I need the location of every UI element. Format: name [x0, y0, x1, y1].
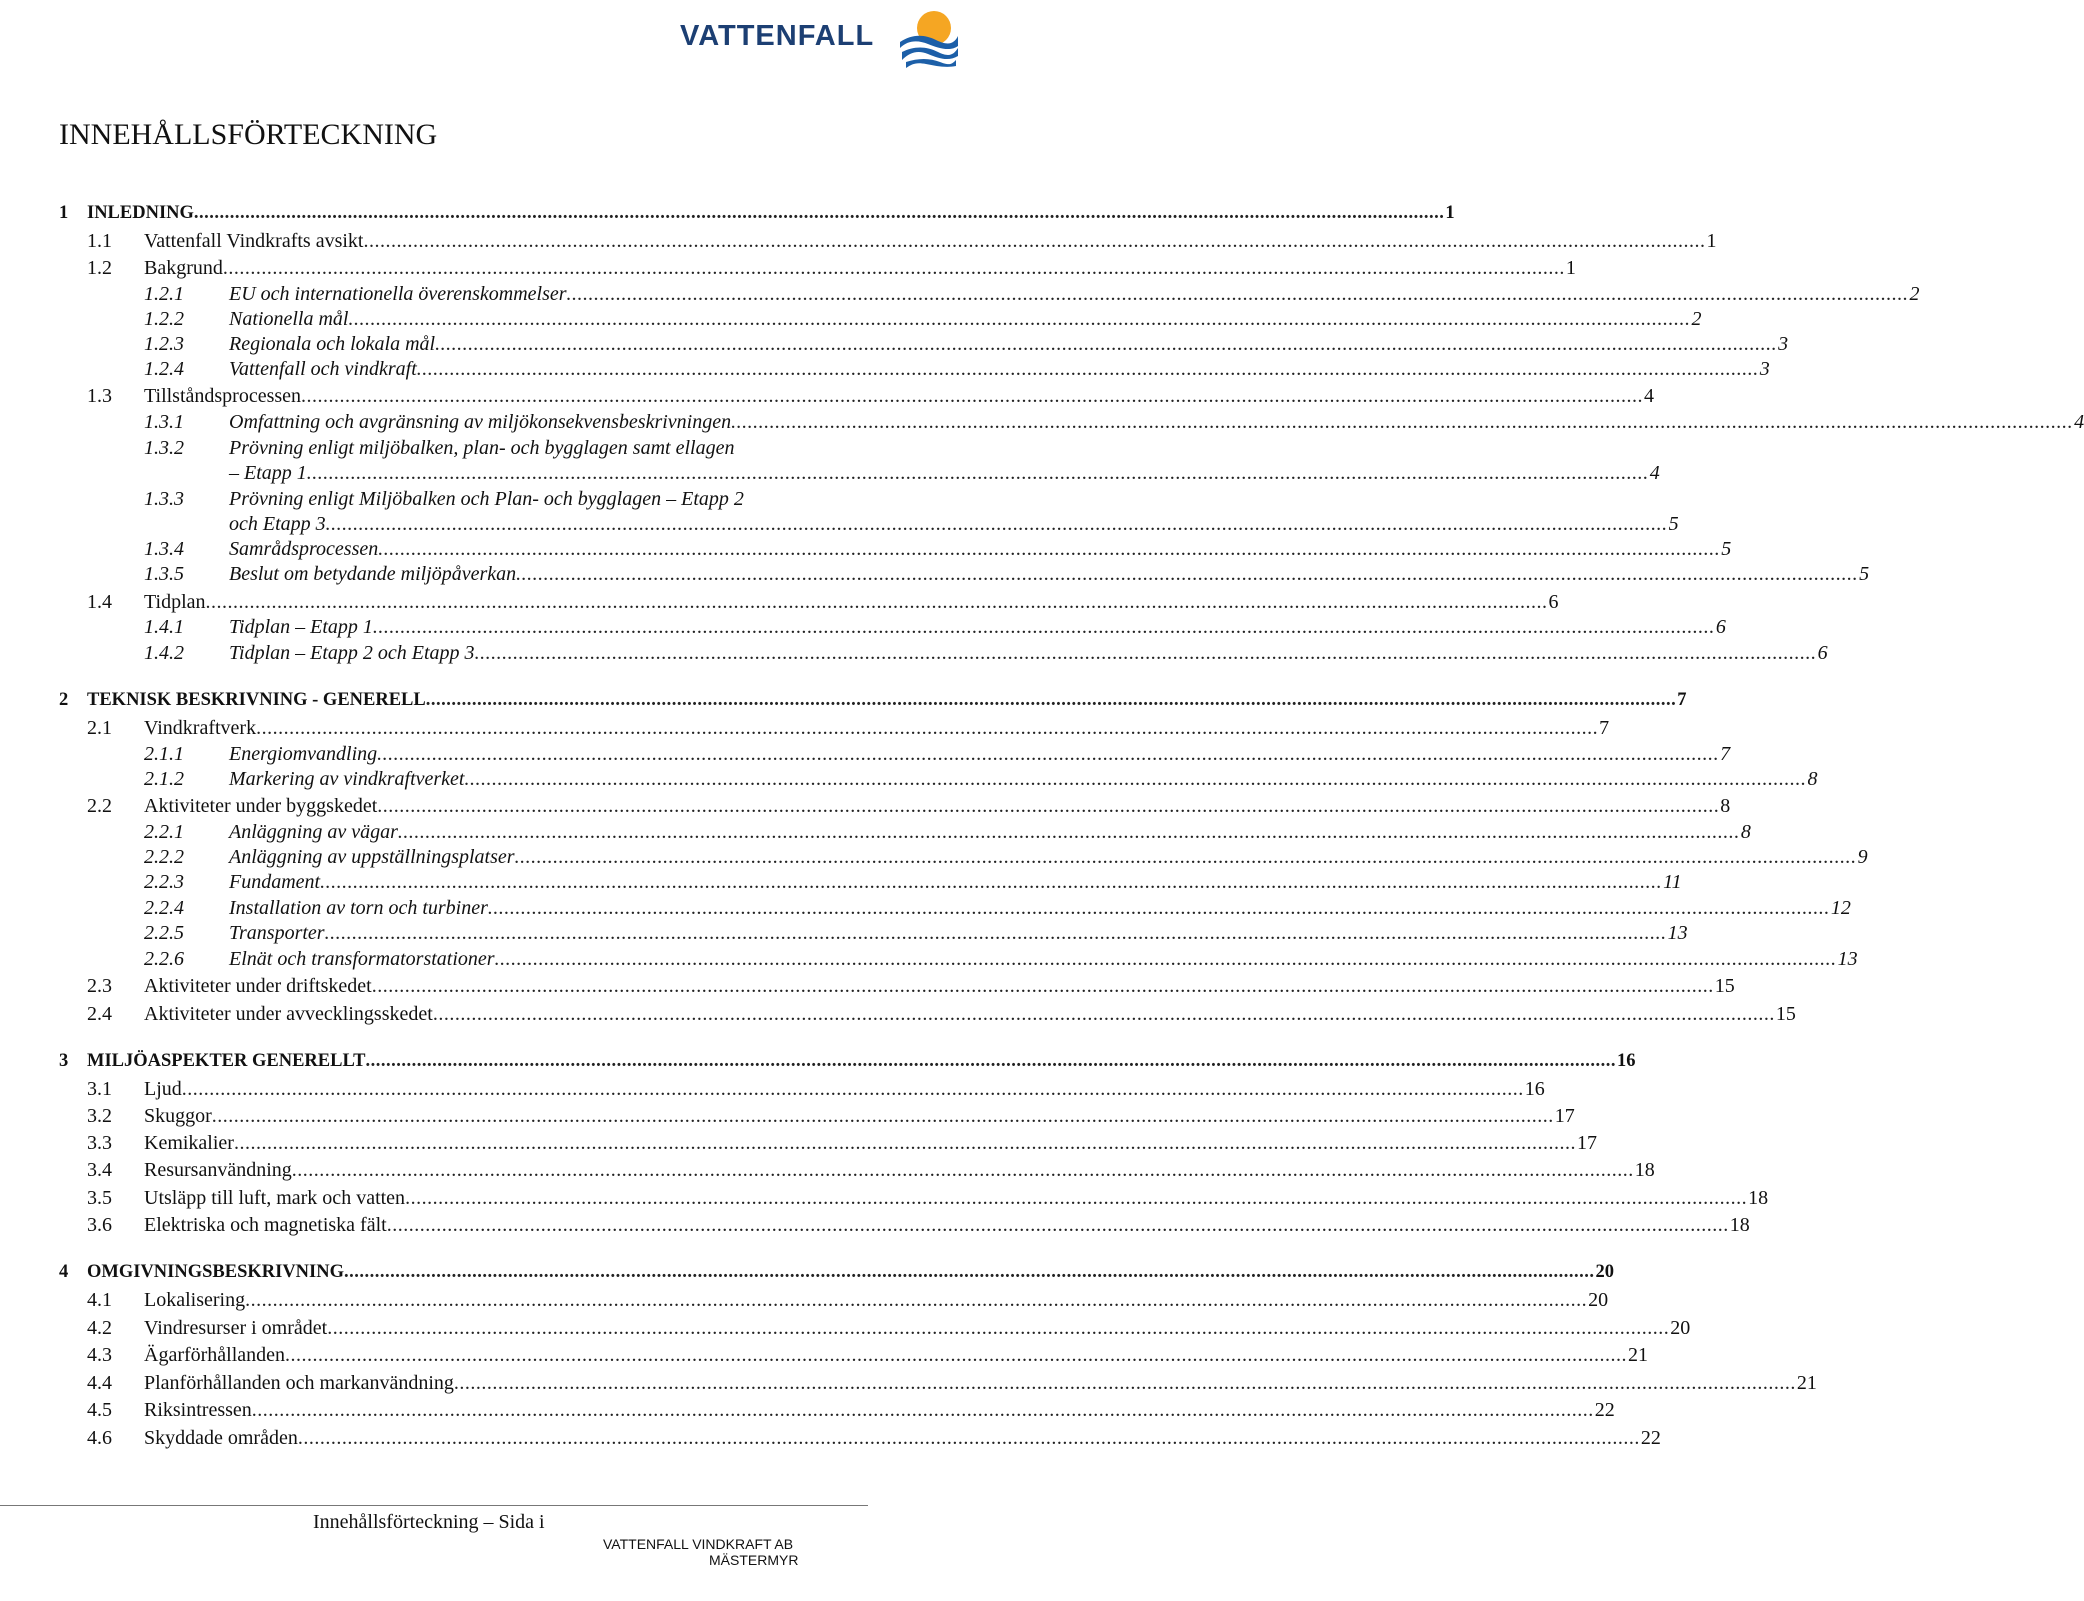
toc-entry-title: INLEDNING	[87, 203, 194, 223]
toc-entry-number: 2.1.1	[144, 743, 184, 765]
toc-entry[interactable]	[87, 1159, 1655, 1182]
toc-leader-dots	[256, 717, 1598, 739]
toc-entry-page: 8	[1720, 795, 1731, 817]
toc-entry-page: 7	[1599, 717, 1610, 739]
toc-entry-page: 6	[1548, 591, 1559, 613]
toc-entry-page: 4	[1649, 462, 1660, 484]
toc-entry-title: Resursanvändning	[144, 1159, 292, 1181]
toc-leader-dots	[398, 821, 1740, 843]
toc-entry-number: 1.2.4	[144, 358, 184, 380]
toc-entry-number: 3.4	[87, 1159, 112, 1181]
toc-entry[interactable]	[144, 768, 1818, 791]
toc-entry[interactable]	[144, 616, 1726, 639]
toc-entry-title: OMGIVNINGSBESKRIVNING	[87, 1262, 344, 1282]
toc-entry[interactable]	[144, 821, 1751, 844]
toc-entry-page: 15	[1714, 975, 1735, 997]
toc-entry[interactable]	[87, 1289, 1609, 1312]
footer-company-location: MÄSTERMYR	[709, 1552, 799, 1568]
toc-leader-dots	[348, 308, 1690, 330]
toc-entry[interactable]	[59, 203, 1455, 224]
toc-entry-number: 1	[59, 203, 69, 223]
toc-leader-dots	[495, 948, 1837, 970]
toc-leader-dots	[405, 1187, 1747, 1209]
toc-entry-number: 2.1.2	[144, 768, 184, 790]
toc-entry[interactable]	[87, 385, 1655, 408]
toc-leader-dots	[301, 385, 1643, 407]
toc-entry-number: 4	[59, 1262, 69, 1282]
toc-entry-number: 4.3	[87, 1344, 112, 1366]
toc-entry[interactable]	[144, 897, 1851, 920]
toc-leader-dots	[252, 1399, 1594, 1421]
toc-entry-continuation[interactable]	[229, 462, 1660, 485]
toc-entry-page: 15	[1775, 1003, 1796, 1025]
toc-leader-dots	[194, 203, 1445, 223]
toc-entry-page: 22	[1594, 1399, 1615, 1421]
toc-entry-page: 6	[1817, 642, 1828, 664]
toc-entry[interactable]	[87, 717, 1610, 740]
toc-leader-dots	[365, 1051, 1616, 1071]
toc-entry-page: 1	[1706, 230, 1717, 252]
toc-entry-title: Skuggor	[144, 1105, 212, 1127]
toc-leader-dots	[378, 538, 1720, 560]
toc-entry[interactable]	[144, 358, 1770, 381]
toc-leader-dots	[516, 563, 1858, 585]
toc-entry-number: 1.2.1	[144, 283, 184, 305]
toc-leader-dots	[454, 1372, 1796, 1394]
toc-entry-number: 1.2	[87, 257, 112, 279]
toc-entry-page: 20	[1588, 1289, 1609, 1311]
toc-entry-number: 1.4	[87, 591, 112, 613]
toc-entry[interactable]	[87, 591, 1559, 614]
toc-entry[interactable]	[87, 257, 1576, 280]
toc-entry-title: Vindkraftverk	[144, 717, 257, 739]
toc-entry-page: 3	[1778, 333, 1789, 355]
toc-entry-page: 13	[1837, 948, 1858, 970]
toc-entry-title: Bakgrund	[144, 257, 223, 279]
toc-entry-number: 3.2	[87, 1105, 112, 1127]
toc-entry-number: 2.1	[87, 717, 112, 739]
toc-leader-dots	[435, 333, 1777, 355]
toc-entry-number: 3.3	[87, 1132, 112, 1154]
toc-entry-page: 20	[1595, 1262, 1614, 1282]
toc-entry[interactable]	[87, 1132, 1597, 1155]
toc-entry-page: 21	[1796, 1372, 1817, 1394]
toc-entry-title: Omfattning och avgränsning av miljökonsekvensbeskrivningen	[229, 411, 732, 433]
footer-company	[603, 1536, 798, 1568]
toc-entry-page: 12	[1830, 897, 1851, 919]
toc-entry[interactable]	[144, 411, 2084, 434]
toc-entry-page: 20	[1670, 1317, 1691, 1339]
toc-entry-page: 8	[1740, 821, 1751, 843]
toc-entry-number: 2.2.1	[144, 821, 184, 843]
toc-entry-page: 17	[1576, 1132, 1597, 1154]
toc-entry-title: Utsläpp till luft, mark och vatten	[144, 1187, 406, 1209]
toc-entry-page: 4	[1644, 385, 1655, 407]
toc-leader-dots	[206, 591, 1548, 613]
toc-entry-title: Energiomvandling	[229, 743, 378, 765]
toc-entry-title-continued: – Etapp 1	[229, 462, 307, 484]
toc-entry[interactable]	[87, 1003, 1796, 1026]
toc-entry-title: Tidplan – Etapp 2 och Etapp 3	[229, 642, 475, 664]
toc-entry-title: Kemikalier	[144, 1132, 234, 1154]
toc-entry[interactable]	[87, 1078, 1545, 1101]
toc-entry-title: Regionala och lokala mål	[229, 333, 436, 355]
toc-entry-number: 2.4	[87, 1003, 112, 1025]
toc-entry-title: Skyddade områden	[144, 1427, 298, 1449]
toc-entry-title: Aktiviteter under avvecklingsskedet	[144, 1003, 433, 1025]
toc-entry-continuation[interactable]	[229, 513, 1679, 536]
toc-entry-title: Prövning enligt miljöbalken, plan- och bygglagen samt ellagen	[229, 437, 735, 459]
toc-entry[interactable]	[87, 1105, 1575, 1128]
toc-leader-dots	[567, 283, 1909, 305]
toc-entry-title: Ägarförhållanden	[144, 1344, 286, 1366]
toc-leader-dots	[234, 1132, 1576, 1154]
toc-entry-number: 3.1	[87, 1078, 112, 1100]
toc-leader-dots	[426, 690, 1677, 710]
toc-entry-title: MILJÖASPEKTER GENERELLT	[87, 1051, 366, 1071]
toc-entry[interactable]	[87, 1427, 1661, 1450]
toc-entry-page: 6	[1715, 616, 1726, 638]
toc-leader-dots	[377, 795, 1719, 817]
toc-leader-dots	[344, 1262, 1595, 1282]
toc-entry-title: Elektriska och magnetiska fält	[144, 1214, 387, 1236]
toc-entry-page: 5	[1668, 513, 1679, 535]
toc-entry[interactable]	[144, 563, 1870, 586]
toc-entry-page: 2	[1691, 308, 1702, 330]
toc-entry-number: 4.1	[87, 1289, 112, 1311]
toc-entry-title: Lokalisering	[144, 1289, 246, 1311]
toc-entry-title: Planförhållanden och markanvändning	[144, 1372, 454, 1394]
toc-leader-dots	[307, 462, 1649, 484]
toc-entry[interactable]	[87, 230, 1717, 253]
toc-leader-dots	[182, 1078, 1524, 1100]
toc-entry-number: 4.2	[87, 1317, 112, 1339]
page-title: INNEHÅLLSFÖRTECKNING	[59, 118, 438, 151]
toc-entry-title: Ljud	[144, 1078, 182, 1100]
toc-entry[interactable]	[87, 1214, 1750, 1237]
toc-entry-page: 18	[1748, 1187, 1769, 1209]
toc-entry-title: EU och internationella överenskommelser	[229, 283, 567, 305]
toc-entry-title: Vindresurser i området	[144, 1317, 328, 1339]
toc-entry[interactable]	[87, 1344, 1649, 1367]
toc-leader-dots	[223, 257, 1565, 279]
toc-entry-number: 3	[59, 1051, 69, 1071]
toc-leader-dots	[285, 1344, 1627, 1366]
toc-entry-page: 17	[1554, 1105, 1575, 1127]
toc-leader-dots	[377, 743, 1719, 765]
toc-entry-title-continued: och Etapp 3	[229, 513, 326, 535]
footer-company-name: VATTENFALL VINDKRAFT AB	[603, 1536, 794, 1552]
toc-entry-page: 5	[1859, 563, 1870, 585]
toc-entry[interactable]	[144, 538, 1732, 561]
toc-leader-dots	[364, 230, 1706, 252]
toc-entry-number: 3.6	[87, 1214, 112, 1236]
toc-leader-dots	[433, 1003, 1775, 1025]
footer-page-label: Innehållsförteckning – Sida i	[313, 1511, 545, 1533]
toc-entry-number: 2	[59, 690, 69, 710]
toc-entry-title: Vattenfall Vindkrafts avsikt	[144, 230, 364, 252]
toc-entry-number: 2.2.3	[144, 871, 184, 893]
toc-entry-number: 1.3.1	[144, 411, 184, 433]
toc-leader-dots	[326, 513, 1668, 535]
toc-entry-page: 16	[1616, 1051, 1636, 1071]
toc-entry[interactable]	[144, 743, 1731, 766]
toc-entry[interactable]	[144, 308, 1702, 331]
toc-entry-number: 1.3.2	[144, 437, 184, 459]
toc-entry-page: 11	[1663, 871, 1682, 893]
toc-entry-title: Markering av vindkraftverket	[229, 768, 465, 790]
toc-entry-number: 4.6	[87, 1427, 112, 1449]
toc-entry[interactable]	[87, 1187, 1769, 1210]
toc-entry-number: 1.4.2	[144, 642, 184, 664]
toc-entry-title: Tillståndsprocessen	[144, 385, 302, 407]
toc-leader-dots	[298, 1427, 1640, 1449]
toc-entry-title: Samrådsprocessen	[229, 538, 379, 560]
toc-entry-page: 2	[1909, 283, 1920, 305]
toc-entry-number: 1.3	[87, 385, 112, 407]
toc-entry-title: Installation av torn och turbiner	[229, 897, 488, 919]
toc-entry-number: 2.2.5	[144, 922, 184, 944]
toc-entry-page: 1	[1445, 203, 1455, 223]
toc-entry[interactable]	[144, 846, 1868, 869]
toc-entry[interactable]	[87, 1317, 1691, 1340]
toc-entry[interactable]	[59, 690, 1687, 711]
toc-entry[interactable]	[144, 488, 828, 511]
toc-entry-number: 2.2.4	[144, 897, 184, 919]
toc-leader-dots	[488, 897, 1830, 919]
toc-entry-title: Elnät och transformatorstationer	[229, 948, 495, 970]
toc-entry-title: Beslut om betydande miljöpåverkan	[229, 563, 517, 585]
toc-entry-page: 5	[1721, 538, 1732, 560]
toc-entry[interactable]	[87, 975, 1735, 998]
toc-entry[interactable]	[144, 333, 1789, 356]
toc-entry[interactable]	[144, 948, 1858, 971]
toc-entry-title: Riksintressen	[144, 1399, 252, 1421]
toc-entry[interactable]	[87, 1372, 1817, 1395]
toc-leader-dots	[325, 922, 1667, 944]
toc-leader-dots	[515, 846, 1857, 868]
toc-entry-number: 1.3.3	[144, 488, 184, 510]
toc-leader-dots	[387, 1214, 1729, 1236]
toc-entry-title: Aktiviteter under byggskedet	[144, 795, 378, 817]
toc-leader-dots	[417, 358, 1759, 380]
toc-entry-title: Tidplan – Etapp 1	[229, 616, 373, 638]
toc-entry-number: 2.2.2	[144, 846, 184, 868]
toc-entry-page: 22	[1640, 1427, 1661, 1449]
toc-entry-title: Anläggning av uppställningsplatser	[229, 846, 515, 868]
toc-entry-page: 21	[1628, 1344, 1649, 1366]
logo-wordmark: VATTENFALL	[680, 20, 875, 52]
toc-entry-number: 2.2	[87, 795, 112, 817]
toc-entry-page: 3	[1759, 358, 1770, 380]
toc-entry-page: 7	[1720, 743, 1731, 765]
toc-entry-page: 8	[1807, 768, 1818, 790]
toc-entry-page: 18	[1729, 1214, 1750, 1236]
toc-entry-page: 16	[1524, 1078, 1545, 1100]
toc-entry[interactable]	[144, 437, 828, 460]
toc-entry-title: Prövning enligt Miljöbalken och Plan- och bygglagen – Etapp 2	[229, 488, 744, 510]
toc-leader-dots	[372, 975, 1714, 997]
toc-entry-title: Fundament	[229, 871, 321, 893]
toc-entry[interactable]	[144, 642, 1828, 665]
toc-entry-number: 1.4.1	[144, 616, 184, 638]
footer-divider	[0, 1505, 868, 1506]
toc-entry-page: 7	[1677, 690, 1687, 710]
toc-leader-dots	[212, 1105, 1554, 1127]
toc-entry-number: 1.2.3	[144, 333, 184, 355]
toc-entry-page: 18	[1634, 1159, 1655, 1181]
toc-entry-number: 2.2.6	[144, 948, 184, 970]
toc-entry-number: 4.5	[87, 1399, 112, 1421]
toc-entry-number: 1.3.5	[144, 563, 184, 585]
toc-entry[interactable]	[144, 922, 1688, 945]
toc-leader-dots	[320, 871, 1662, 893]
toc-entry-title: Transporter	[229, 922, 325, 944]
toc-entry-page: 4	[2074, 411, 2084, 433]
toc-leader-dots	[731, 411, 2073, 433]
toc-leader-dots	[464, 768, 1806, 790]
toc-entry[interactable]	[87, 795, 1731, 818]
toc-entry-title: Vattenfall och vindkraft	[229, 358, 417, 380]
toc-leader-dots	[292, 1159, 1634, 1181]
toc-leader-dots	[245, 1289, 1587, 1311]
toc-leader-dots	[327, 1317, 1669, 1339]
toc-entry-title: Tidplan	[144, 591, 206, 613]
toc-entry-title: TEKNISK BESKRIVNING - GENERELL	[87, 690, 426, 710]
toc-entry[interactable]	[144, 283, 1920, 306]
toc-entry-number: 1.2.2	[144, 308, 184, 330]
toc-entry-number: 1.1	[87, 230, 112, 252]
toc-entry-number: 4.4	[87, 1372, 112, 1394]
toc-entry-title: Anläggning av vägar	[229, 821, 398, 843]
toc-entry-number: 1.3.4	[144, 538, 184, 560]
toc-entry-page: 9	[1857, 846, 1868, 868]
toc-entry-page: 13	[1667, 922, 1688, 944]
toc-entry-number: 2.3	[87, 975, 112, 997]
toc-entry-number: 3.5	[87, 1187, 112, 1209]
toc-entry-title: Nationella mål	[229, 308, 349, 330]
toc-leader-dots	[373, 616, 1715, 638]
toc-entry[interactable]	[59, 1051, 1636, 1072]
toc-entry-page: 1	[1565, 257, 1576, 279]
toc-leader-dots	[475, 642, 1817, 664]
toc-entry-title: Aktiviteter under driftskedet	[144, 975, 372, 997]
toc-entry[interactable]	[144, 871, 1682, 894]
toc-entry[interactable]	[59, 1262, 1614, 1283]
toc-entry[interactable]	[87, 1399, 1615, 1422]
